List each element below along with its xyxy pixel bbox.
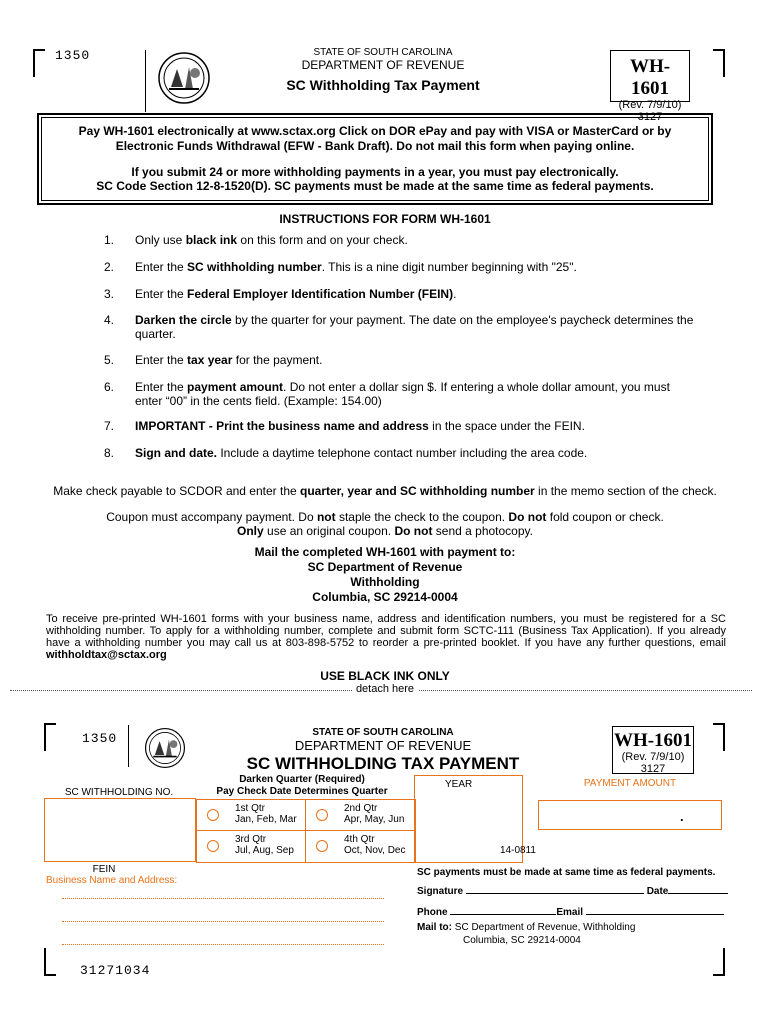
instruction-number: 6. bbox=[104, 380, 115, 394]
notice-line-2: Electronic Funds Withdrawal (EFW - Bank Draft). Do not mail this form when paying online. bbox=[115, 139, 635, 153]
email-label: Email bbox=[556, 907, 584, 918]
instruction-number: 8. bbox=[104, 446, 115, 460]
revision-date: (Rev. 7/9/10) bbox=[618, 99, 682, 111]
mail-line-1: SC Department of Revenue bbox=[307, 560, 463, 574]
preprinted-forms-paragraph bbox=[46, 613, 726, 661]
q4-circle[interactable] bbox=[316, 840, 328, 852]
instruction-text-post: in the space under the FEIN. bbox=[428, 419, 585, 433]
coupon-form-number-box bbox=[612, 726, 694, 774]
instruction-text bbox=[135, 313, 695, 341]
q3-months: Jul, Aug, Sep bbox=[235, 845, 294, 856]
check-note-post: in the memo section of the check. bbox=[534, 484, 717, 498]
payment-amount-input[interactable] bbox=[538, 800, 722, 830]
instruction-text-bold: Federal Employer Identification Number (FEIN) bbox=[187, 287, 454, 301]
sc-payment-timing-note: SC payments must be made at same time as federal payments. bbox=[417, 867, 716, 878]
q3-circle[interactable] bbox=[207, 840, 219, 852]
coupon-form-code: 1350 bbox=[82, 731, 118, 746]
instruction-text bbox=[135, 353, 695, 367]
mail-to-line-2: Columbia, SC 29214-0004 bbox=[463, 935, 581, 946]
phone-label: Phone bbox=[417, 907, 448, 918]
business-address-line-1[interactable] bbox=[62, 898, 384, 899]
check-note-pre: Make check payable to SCDOR and enter the bbox=[53, 484, 300, 498]
instruction-number: 2. bbox=[104, 260, 115, 274]
coupon-revision-date: (Rev. 7/9/10) bbox=[621, 751, 685, 763]
coupon-state-name: STATE OF SOUTH CAROLINA bbox=[312, 727, 454, 738]
state-seal-icon bbox=[157, 51, 211, 105]
fein-label: FEIN bbox=[92, 864, 116, 875]
header-divider bbox=[145, 50, 146, 112]
q3-title: 3rd Qtr bbox=[235, 834, 267, 845]
instruction-text-pre: Enter the bbox=[135, 287, 188, 301]
coupon-title: SC WITHHOLDING TAX PAYMENT bbox=[246, 754, 520, 773]
coupon-note-d-bold: Only bbox=[237, 524, 264, 538]
coupon-corner-bottom-right bbox=[713, 948, 725, 976]
check-note-bold: quarter, year and SC withholding number bbox=[300, 484, 535, 498]
coupon-corner-top-right bbox=[713, 723, 725, 751]
detach-label bbox=[0, 683, 770, 695]
withholding-no-input[interactable] bbox=[44, 798, 196, 862]
form-number: WH-1601 bbox=[629, 56, 671, 99]
instruction-text-pre: Enter the bbox=[135, 353, 188, 367]
coupon-note bbox=[0, 510, 770, 538]
instruction-text-bold: payment amount bbox=[187, 380, 284, 394]
instruction-number: 7. bbox=[104, 419, 115, 433]
signature-row bbox=[417, 884, 728, 897]
mail-line-3: Columbia, SC 29214-0004 bbox=[312, 590, 458, 604]
coupon-barcode-number: 31271034 bbox=[80, 963, 151, 978]
instruction-number: 4. bbox=[104, 313, 115, 327]
detach-text: detach here bbox=[352, 683, 418, 695]
q2-circle[interactable] bbox=[316, 809, 328, 821]
quarter-label-line-1: Darken Quarter (Required) bbox=[239, 774, 365, 785]
q4-months: Oct, Nov, Dec bbox=[344, 845, 406, 856]
quarter-label-line-2: Pay Check Date Determines Quarter bbox=[216, 786, 388, 797]
coupon-header-divider bbox=[128, 725, 129, 767]
coupon-note-d: use an original coupon. bbox=[263, 524, 395, 538]
instruction-text-pre: Enter the bbox=[135, 260, 188, 274]
instruction-number: 5. bbox=[104, 353, 115, 367]
business-name-label: Business Name and Address: bbox=[46, 875, 178, 886]
revision-code: 3127 bbox=[637, 111, 663, 123]
instruction-text-pre: Only use bbox=[135, 233, 186, 247]
instruction-text-post: Include a daytime telephone contact number including the area code. bbox=[217, 446, 588, 460]
instruction-text-post: . bbox=[453, 287, 457, 301]
date-input[interactable] bbox=[668, 884, 728, 894]
year-label: YEAR bbox=[445, 779, 473, 790]
instruction-text bbox=[135, 287, 695, 301]
payment-decimal-point: . bbox=[680, 809, 684, 824]
quarter-label bbox=[202, 774, 402, 798]
form-code: 1350 bbox=[55, 48, 91, 63]
instructions-heading: INSTRUCTIONS FOR FORM WH-1601 bbox=[279, 212, 491, 226]
coupon-note-a-bold: not bbox=[316, 510, 336, 524]
payment-amount-label: PAYMENT AMOUNT bbox=[583, 778, 677, 789]
instruction-text-bold: Darken the circle bbox=[135, 313, 232, 327]
mail-line-2: Withholding bbox=[350, 575, 420, 589]
q2-months: Apr, May, Jun bbox=[344, 814, 405, 825]
coupon-form-number: WH-1601 bbox=[613, 730, 693, 751]
email-input[interactable] bbox=[586, 905, 724, 915]
coupon-note-a: Coupon must accompany payment. Do bbox=[106, 510, 317, 524]
instruction-number: 3. bbox=[104, 287, 115, 301]
q1-circle[interactable] bbox=[207, 809, 219, 821]
mail-heading: Mail the completed WH-1601 with payment to: bbox=[254, 545, 516, 559]
coupon-note-b: staple the check to the coupon. bbox=[335, 510, 509, 524]
instruction-text-bold: tax year bbox=[187, 353, 233, 367]
coupon-note-e-bold: Do not bbox=[394, 524, 433, 538]
instruction-text-post: . This is a nine digit number beginning with "25". bbox=[321, 260, 577, 274]
black-ink-notice: USE BLACK INK ONLY bbox=[320, 669, 450, 683]
mail-to-line-1: SC Department of Revenue, Withholding bbox=[454, 922, 636, 933]
instruction-text-bold: SC withholding number bbox=[187, 260, 322, 274]
instruction-text-pre: Enter the bbox=[135, 380, 188, 394]
phone-row bbox=[417, 905, 724, 918]
instruction-text-bold: IMPORTANT - Print the business name and address bbox=[135, 419, 429, 433]
coupon-state-seal-icon bbox=[144, 727, 186, 769]
instruction-text-bold: black ink bbox=[185, 233, 238, 247]
form-number-box bbox=[610, 50, 690, 123]
revenue-code: 14-0811 bbox=[500, 845, 536, 856]
q1-title: 1st Qtr bbox=[235, 803, 266, 814]
department-name: DEPARTMENT OF REVENUE bbox=[301, 58, 465, 72]
instruction-text bbox=[135, 380, 695, 408]
q2-title: 2nd Qtr bbox=[344, 803, 378, 814]
instruction-text-post: . Do not enter a dollar sign $. If entering a whole dollar amount, you must enter “00” in the cents field. (Example: 154.00) bbox=[135, 380, 670, 408]
q4-label bbox=[344, 834, 406, 856]
instruction-text-post: by the quarter for your payment. The date on the employee's paycheck determines the quarter. bbox=[135, 313, 694, 341]
preprinted-text: To receive pre-printed WH-1601 forms with your business name, address and identification numbers, you must be registered for a SC withholding number. To apply for a withholding number, complete and submit form SCTC-111 (Business Tax Application). If you already have a withholding number you may call us at 803-898-5752 to reorder a pre-printed booklet. If you have any further questions, email bbox=[46, 613, 726, 649]
coupon-note-e: send a photocopy. bbox=[432, 524, 533, 538]
instruction-text-post: on this form and on your check. bbox=[237, 233, 408, 247]
coupon-mail-to bbox=[417, 921, 635, 947]
check-payable-note bbox=[0, 484, 770, 498]
q4-title: 4th Qtr bbox=[344, 834, 375, 845]
preprinted-email: withholdtax@sctax.org bbox=[46, 649, 167, 661]
instruction-text-post: for the payment. bbox=[232, 353, 323, 367]
coupon-department-name: DEPARTMENT OF REVENUE bbox=[294, 738, 472, 753]
q2-label bbox=[344, 803, 404, 825]
form-title: SC Withholding Tax Payment bbox=[286, 77, 480, 93]
instruction-number: 1. bbox=[104, 233, 115, 247]
electronic-payment-notice bbox=[37, 113, 713, 205]
date-label: Date bbox=[646, 886, 669, 897]
instruction-text bbox=[135, 260, 695, 274]
instruction-text bbox=[135, 446, 695, 460]
mail-address-block bbox=[0, 545, 770, 605]
instruction-text-bold: Sign and date. bbox=[135, 446, 218, 460]
notice-line-4: SC Code Section 12-8-1520(D). SC payments must be made at the same time as federal payments. bbox=[96, 179, 654, 193]
corner-mark-top-right bbox=[713, 49, 725, 77]
withholding-no-label: SC WITHHOLDING NO. bbox=[64, 787, 174, 798]
instruction-text bbox=[135, 419, 695, 433]
state-name: STATE OF SOUTH CAROLINA bbox=[313, 47, 453, 58]
instruction-text bbox=[135, 233, 695, 247]
signature-input[interactable] bbox=[466, 884, 644, 894]
coupon-note-c-bold: Do not bbox=[508, 510, 547, 524]
business-address-line-2[interactable] bbox=[62, 921, 384, 922]
coupon-corner-top-left bbox=[44, 723, 56, 751]
signature-label: Signature bbox=[417, 886, 464, 897]
q3-label bbox=[235, 834, 294, 856]
mail-to-label: Mail to: bbox=[417, 922, 452, 933]
coupon-revision-code: 3127 bbox=[640, 763, 666, 775]
q1-label bbox=[235, 803, 297, 825]
coupon-corner-bottom-left bbox=[44, 948, 56, 976]
q1-months: Jan, Feb, Mar bbox=[235, 814, 297, 825]
phone-input[interactable] bbox=[450, 905, 556, 915]
corner-mark-top-left bbox=[33, 49, 45, 77]
notice-line-3: If you submit 24 or more withholding payments in a year, you must pay electronically. bbox=[131, 165, 619, 179]
notice-line-1: Pay WH-1601 electronically at www.sctax.org Click on DOR ePay and pay with VISA or MasterCard or by bbox=[78, 124, 672, 138]
coupon-note-c: fold coupon or check. bbox=[546, 510, 664, 524]
business-address-line-3[interactable] bbox=[62, 944, 384, 945]
